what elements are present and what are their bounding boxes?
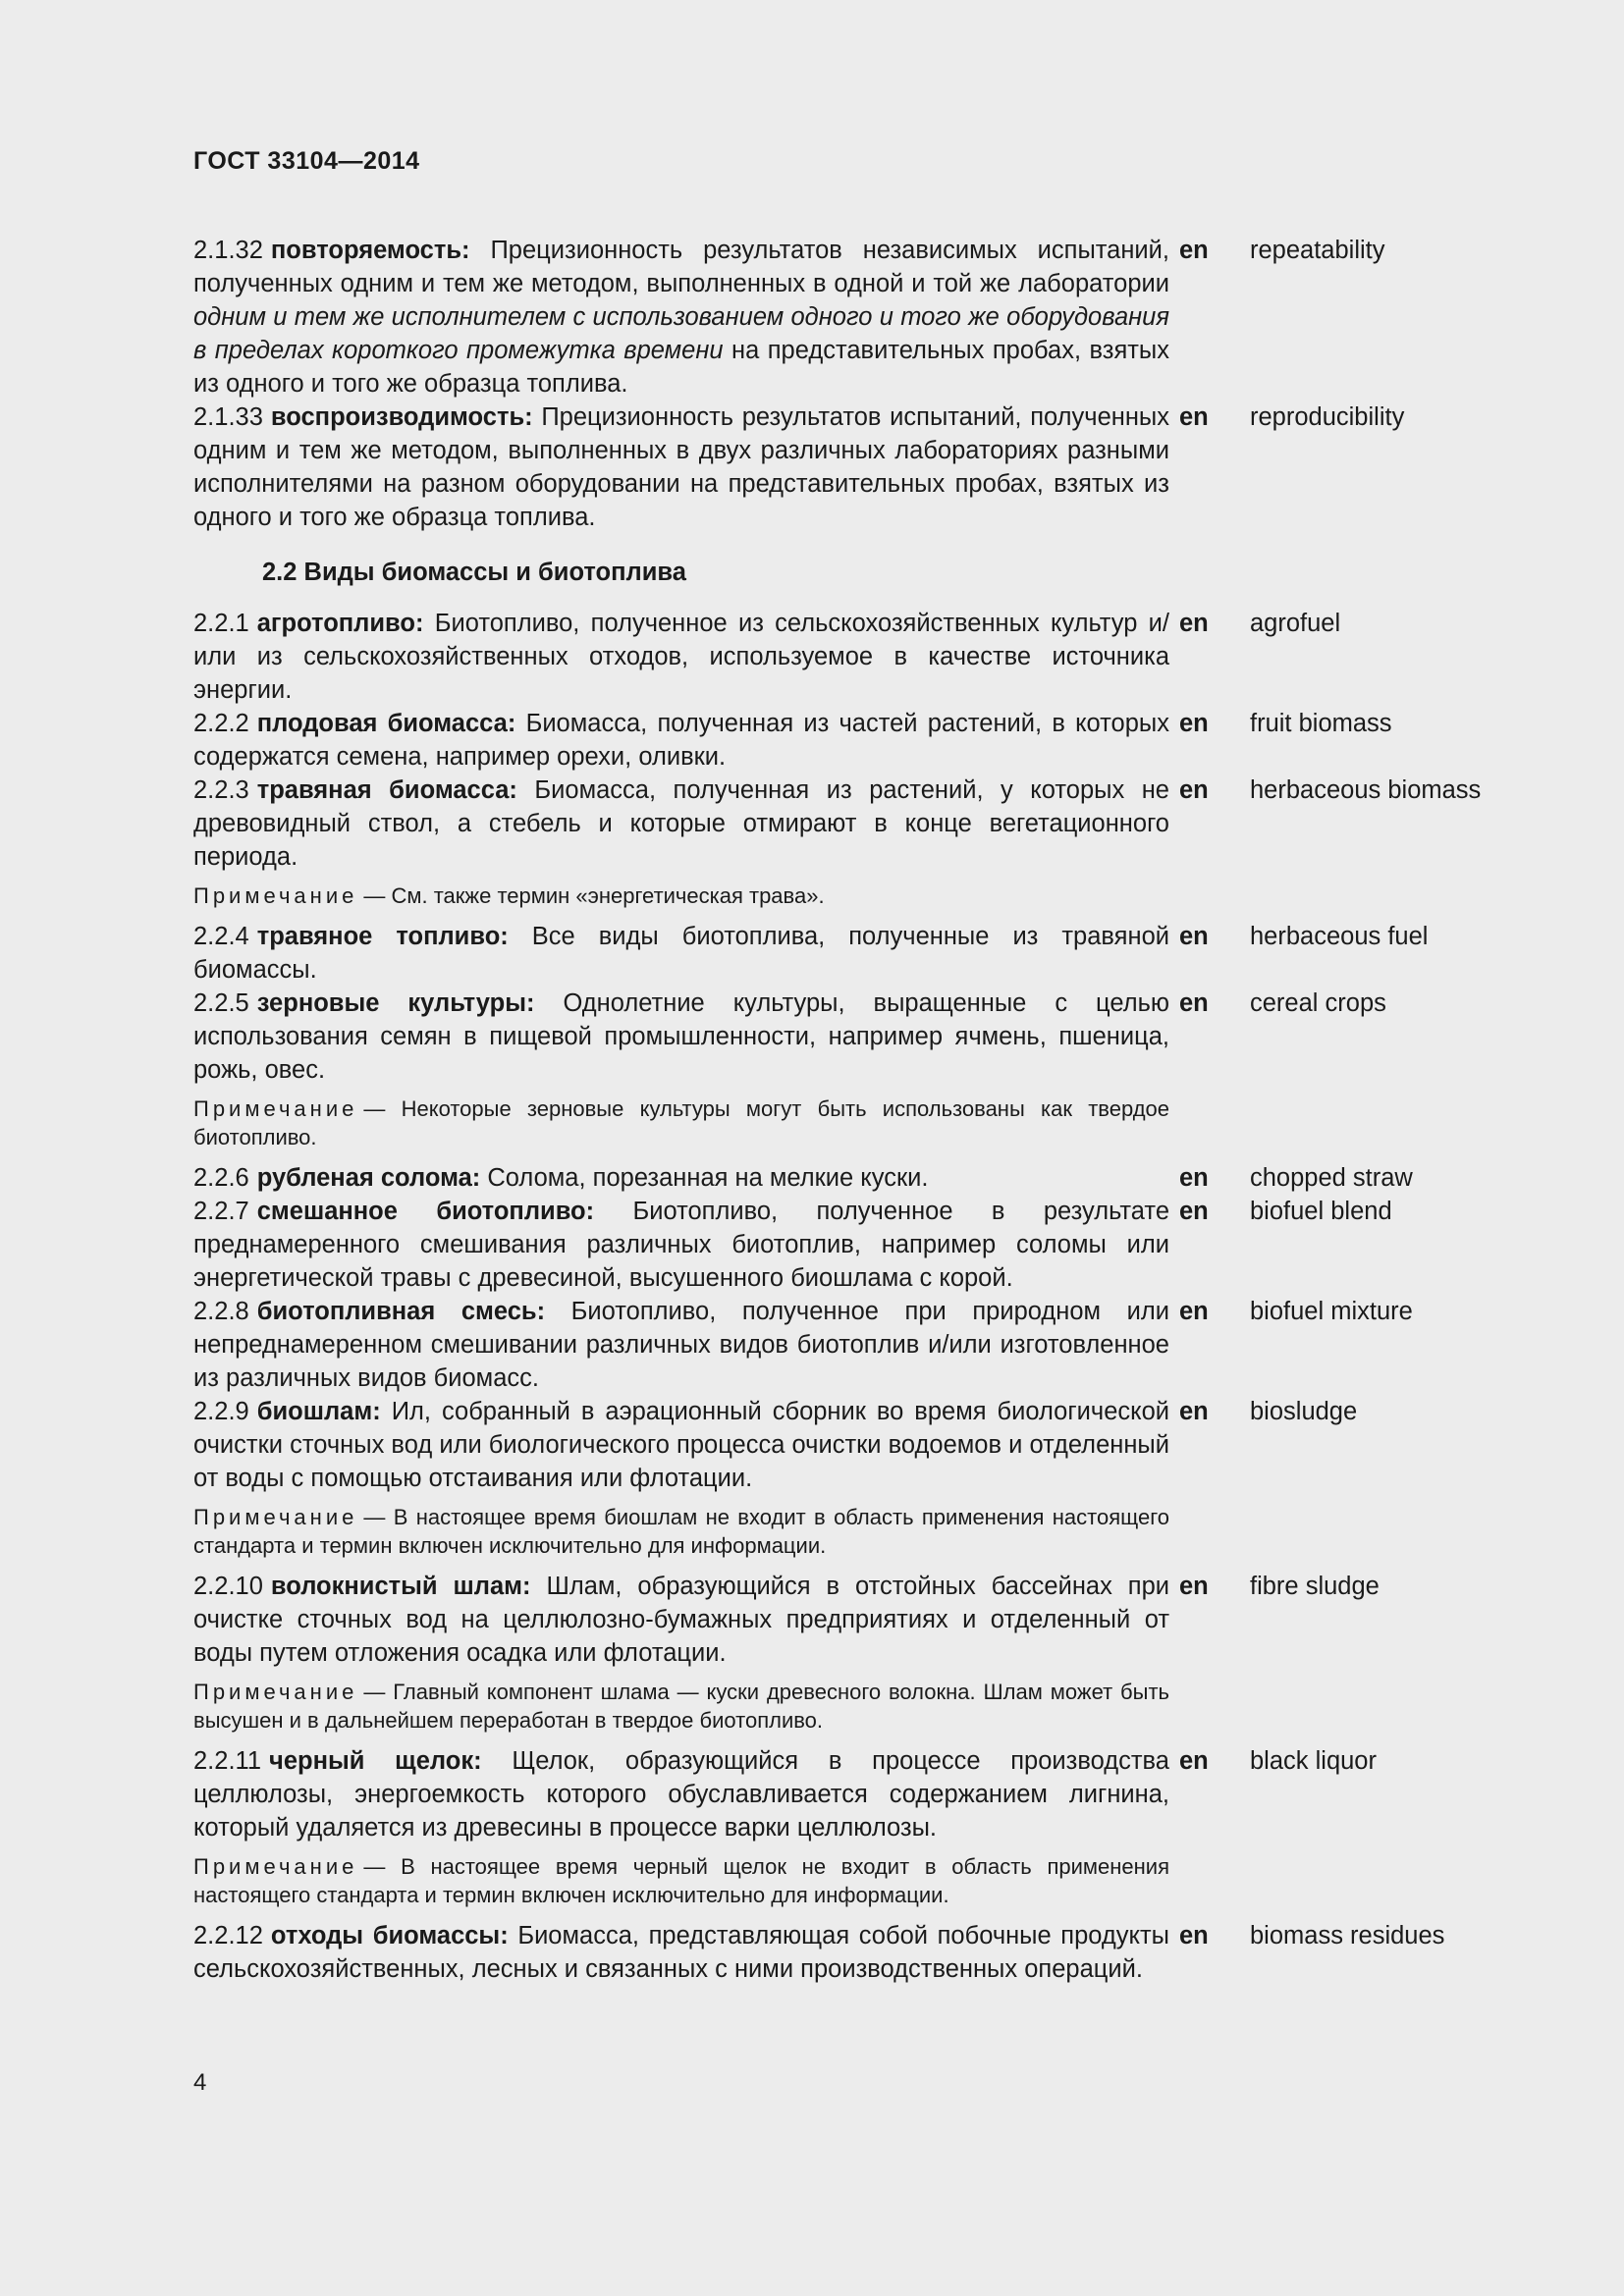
english-term: herbaceous biomass xyxy=(1250,776,1482,804)
term-name: рубленая солома: xyxy=(256,1164,481,1192)
term-name: повторяемость: xyxy=(270,237,470,264)
term-entry xyxy=(193,987,1509,1087)
term-definition: Прецизионность результатов испытаний, полученных одним и тем же методом, выполненных в двух различных лабораториях разными исполнителями на разном оборудовании на представительных пробах, взятых из одного и того же образца топлива. xyxy=(193,403,1169,531)
lang-label: en xyxy=(1179,1398,1209,1425)
term-definition: Биотопливо, полученное в результате преднамеренного смешивания различных биотоплив, например соломы или энергетической травы с древесиной, высушенного биошлама с корой. xyxy=(193,1198,1169,1292)
term-note xyxy=(193,1095,1169,1151)
english-term: agrofuel xyxy=(1250,610,1341,637)
term-entry xyxy=(193,1195,1509,1295)
term-number: 2.2.1 xyxy=(193,610,249,637)
term-entry xyxy=(193,1570,1509,1670)
term-definition-italic: одним и тем же исполнителем с использованием одного и того же оборудования в пределах короткого промежутка времени xyxy=(193,303,1169,364)
term-number: 2.2.7 xyxy=(193,1198,249,1225)
english-term: fibre sludge xyxy=(1250,1573,1380,1600)
term-name: биошлам: xyxy=(256,1398,381,1425)
english-term: cereal crops xyxy=(1250,989,1386,1017)
english-term: herbaceous fuel xyxy=(1250,923,1429,950)
term-name: агротопливо: xyxy=(256,610,424,637)
term-number: 2.1.32 xyxy=(193,237,263,264)
terms-list xyxy=(193,234,1509,1986)
note-dash: — xyxy=(363,1096,386,1121)
note-label: Примечание xyxy=(193,1096,358,1121)
english-term: biofuel blend xyxy=(1250,1198,1392,1225)
term-definition: Биомасса, представляющая собой побочные продукты сельскохозяйственных, лесных и связанных с ними производственных операций. xyxy=(193,1922,1169,1983)
lang-label: en xyxy=(1179,237,1209,264)
term-name: травяная биомасса: xyxy=(256,776,517,804)
term-definition-end: на представительных пробах, взятых из одного и того же образца топлива. xyxy=(193,337,1170,398)
term-number: 2.2.2 xyxy=(193,710,249,737)
term-definition: Ил, собранный в аэрационный сборник во время биологической очистки сточных вод или биологического процесса очистки водоемов и отделенный от воды с помощью отстаивания или флотации. xyxy=(193,1398,1169,1492)
lang-label: en xyxy=(1179,1198,1209,1225)
note-text: Некоторые зерновые культуры могут быть использованы как твердое биотопливо. xyxy=(193,1096,1169,1149)
term-number: 2.2.12 xyxy=(193,1922,263,1949)
term-definition: Солома, порезанная на мелкие куски. xyxy=(487,1164,929,1192)
term-note xyxy=(193,1678,1169,1735)
term-entry xyxy=(193,1295,1509,1395)
lang-label: en xyxy=(1179,403,1209,431)
term-name: зерновые культуры: xyxy=(256,989,535,1017)
lang-label: en xyxy=(1179,923,1209,950)
english-term: biosludge xyxy=(1250,1398,1358,1425)
term-name: отходы биомассы: xyxy=(270,1922,509,1949)
term-number: 2.2.3 xyxy=(193,776,249,804)
lang-label: en xyxy=(1179,989,1209,1017)
term-definition: Все виды биотоплива, полученные из травяной биомассы. xyxy=(193,923,1170,984)
term-name: травяное топливо: xyxy=(256,923,509,950)
note-text: В настоящее время биошлам не входит в область применения настоящего стандарта и термин включен исключительно для информации. xyxy=(193,1505,1169,1558)
english-term: black liquor xyxy=(1250,1747,1377,1775)
term-number: 2.2.4 xyxy=(193,923,249,950)
term-definition: Однолетние культуры, выращенные с целью использования семян в пищевой промышленности, например ячмень, пшеница, рожь, овес. xyxy=(193,989,1169,1084)
note-dash: — xyxy=(363,1854,386,1879)
lang-label: en xyxy=(1179,1298,1209,1325)
term-definition: Прецизионность результатов независимых испытаний, полученных одним и тем же методом, выполненных в одной и той же лаборатории xyxy=(193,237,1170,297)
term-entry xyxy=(193,400,1509,534)
term-definition: Шлам, образующийся в отстойных бассейнах при очистке сточных вод на целлюлозно-бумажных предприятиях и отделенный от воды путем отложения осадка или флотации. xyxy=(193,1573,1169,1667)
term-name: черный щелок: xyxy=(269,1747,482,1775)
term-name: воспроизводимость: xyxy=(270,403,533,431)
note-dash: — xyxy=(363,883,386,908)
lang-label: en xyxy=(1179,1164,1209,1192)
note-label: Примечание xyxy=(193,1854,358,1879)
term-definition: Биомасса, полученная из частей растений, в которых содержатся семена, например орехи, оливки. xyxy=(193,710,1170,771)
lang-label: en xyxy=(1179,1922,1209,1949)
term-entry xyxy=(193,234,1509,400)
subsection-title: 2.2 Виды биомассы и биотоплива xyxy=(262,559,686,586)
term-note xyxy=(193,1503,1169,1560)
term-definition: Биотопливо, полученное из сельскохозяйственных культур и/или из сельскохозяйственных отходов, используемое в качестве источника энергии. xyxy=(193,610,1169,704)
english-term: biofuel mixture xyxy=(1250,1298,1413,1325)
term-number: 2.2.11 xyxy=(193,1747,262,1775)
english-term: reproducibility xyxy=(1250,403,1405,431)
page-number: 4 xyxy=(193,2069,207,2096)
standard-header: ГОСТ 33104—2014 xyxy=(193,147,420,175)
term-definition: Щелок, образующийся в процессе производства целлюлозы, энергоемкость которого обуславливается содержанием лигнина, который удаляется из древесины в процессе варки целлюлозы. xyxy=(193,1747,1169,1842)
term-entry xyxy=(193,1744,1509,1844)
english-term: biomass residues xyxy=(1250,1922,1445,1949)
term-note xyxy=(193,881,1169,910)
term-name: смешанное биотопливо: xyxy=(256,1198,595,1225)
note-label: Примечание xyxy=(193,1505,358,1529)
term-number: 2.2.8 xyxy=(193,1298,249,1325)
note-label: Примечание xyxy=(193,883,358,908)
lang-label: en xyxy=(1179,610,1209,637)
term-entry xyxy=(193,774,1509,874)
term-number: 2.2.9 xyxy=(193,1398,249,1425)
term-entry xyxy=(193,1919,1509,1986)
term-entry xyxy=(193,920,1509,987)
lang-label: en xyxy=(1179,710,1209,737)
note-label: Примечание xyxy=(193,1680,358,1704)
term-entry xyxy=(193,607,1509,707)
english-term: chopped straw xyxy=(1250,1164,1413,1192)
note-text: Главный компонент шлама — куски древесного волокна. Шлам может быть высушен и в дальнейшем переработан в твердое биотопливо. xyxy=(193,1680,1169,1733)
note-dash: — xyxy=(363,1505,386,1529)
term-number: 2.2.5 xyxy=(193,989,249,1017)
term-definition: Биотопливо, полученное при природном или непреднамеренном смешивании различных видов биотоплив и/или изготовленное из различных видов биомасс. xyxy=(193,1298,1169,1392)
term-entry xyxy=(193,707,1509,774)
term-number: 2.1.33 xyxy=(193,403,263,431)
term-definition: Биомасса, полученная из растений, у которых не древовидный ствол, а стебель и которые отмирают в конце вегетационного периода. xyxy=(193,776,1169,871)
term-number: 2.2.6 xyxy=(193,1164,249,1192)
note-dash: — xyxy=(363,1680,386,1704)
term-name: волокнистый шлам: xyxy=(270,1573,531,1600)
lang-label: en xyxy=(1179,776,1209,804)
lang-label: en xyxy=(1179,1573,1209,1600)
note-text: В настоящее время черный щелок не входит в область применения настоящего стандарта и термин включен исключительно для информации. xyxy=(193,1854,1169,1907)
term-name: биотопливная смесь: xyxy=(256,1298,546,1325)
term-number: 2.2.10 xyxy=(193,1573,263,1600)
term-entry xyxy=(193,1161,1509,1195)
term-name: плодовая биомасса: xyxy=(256,710,516,737)
english-term: repeatability xyxy=(1250,237,1385,264)
term-entry xyxy=(193,1395,1509,1495)
note-text: См. также термин «энергетическая трава». xyxy=(391,883,825,908)
english-term: fruit biomass xyxy=(1250,710,1392,737)
term-note xyxy=(193,1852,1169,1909)
lang-label: en xyxy=(1179,1747,1209,1775)
